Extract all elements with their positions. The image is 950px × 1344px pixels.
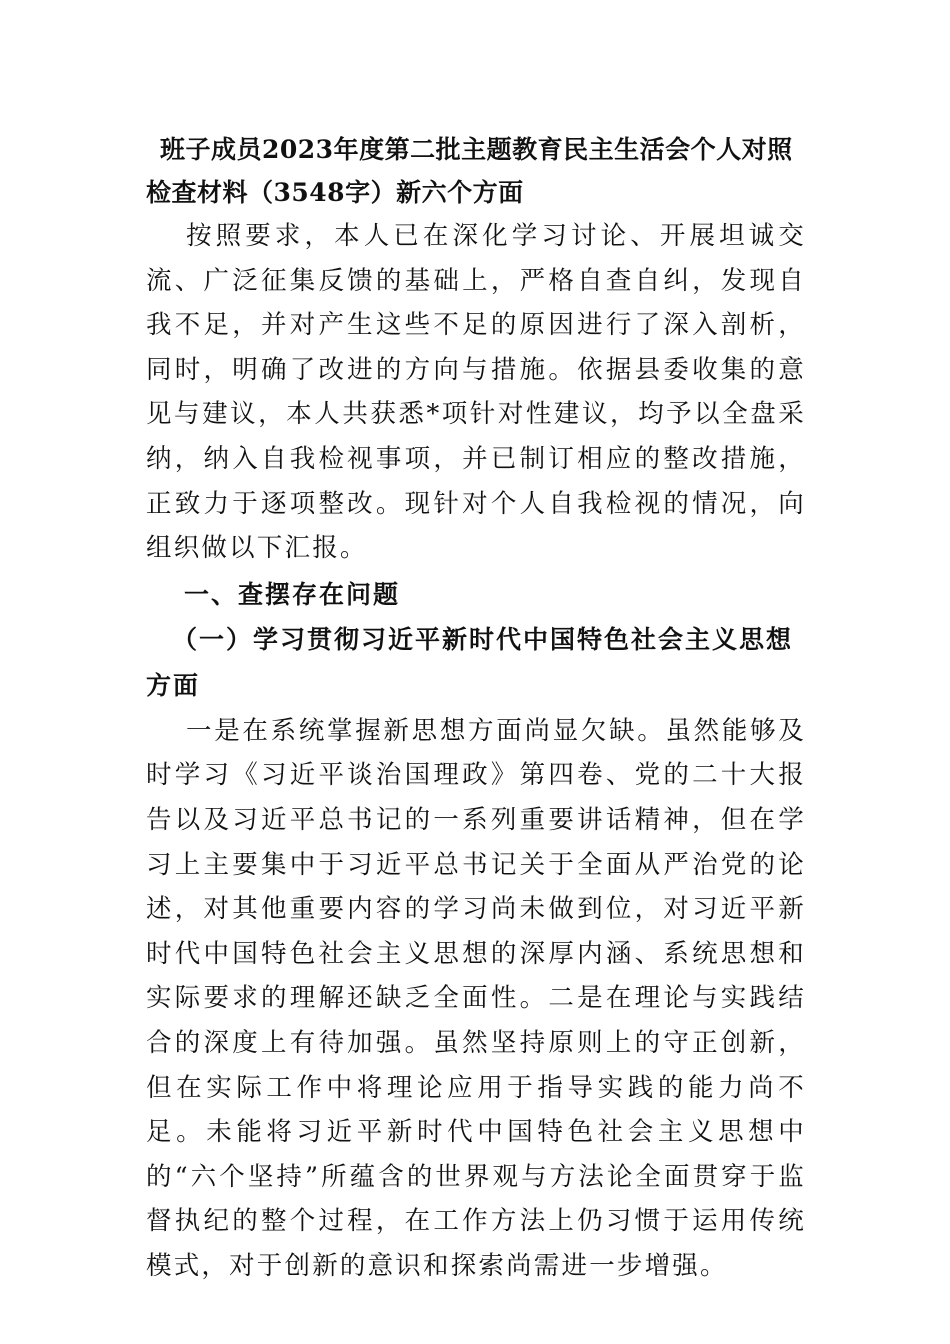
- subsection-body-paragraph: 一是在系统掌握新思想方面尚显欠缺。虽然能够及时学习《习近平谈治国理政》第四卷、党的二十大报告以及习近平总书记的一系列重要讲话精神，但在学习上主要集中于习近平总书记关于全面从严治党的论述，对其他重要内容的学习尚未做到位，对习近平新时代中国特色社会主义思想的深厚内涵、系统思想和实际要求的理解还缺乏全面性。二是在理论与实践结合的深度上有待加强。虽然坚持原则上的守正创新，但在实际工作中将理论应用于指导实践的能力尚不足。未能将习近平新时代中国特色社会主义思想中的“六个坚持”所蕴含的世界观与方法论全面贯穿于监督执纪的整个过程，在工作方法上仍习惯于运用传统模式，对于创新的意识和探索尚需进一步增强。: [146, 715, 806, 1281]
- subsection-heading: （一）学习贯彻习近平新时代中国特色社会主义思想方面: [146, 624, 794, 700]
- intro-paragraph: 按照要求，本人已在深化学习讨论、开展坦诚交流、广泛征集反馈的基础上，严格自查自纠，发现自我不足，并对产生这些不足的原因进行了深入剖析，同时，明确了改进的方向与措施。依据县委收集的意见与建议，本人共获悉*项针对性建议，均予以全盘采纳，纳入自我检视事项，并已制订相应的整改措施，正致力于逐项整改。现针对个人自我检视的情况，向组织做以下汇报。: [146, 221, 806, 564]
- document-title: 班子成员2023年度第二批主题教育民主生活会个人对照检查材料（3548字）新六个方面: [146, 135, 793, 207]
- document-page: [146, 128, 806, 1288]
- section-heading: 一、查摆存在问题: [184, 579, 401, 609]
